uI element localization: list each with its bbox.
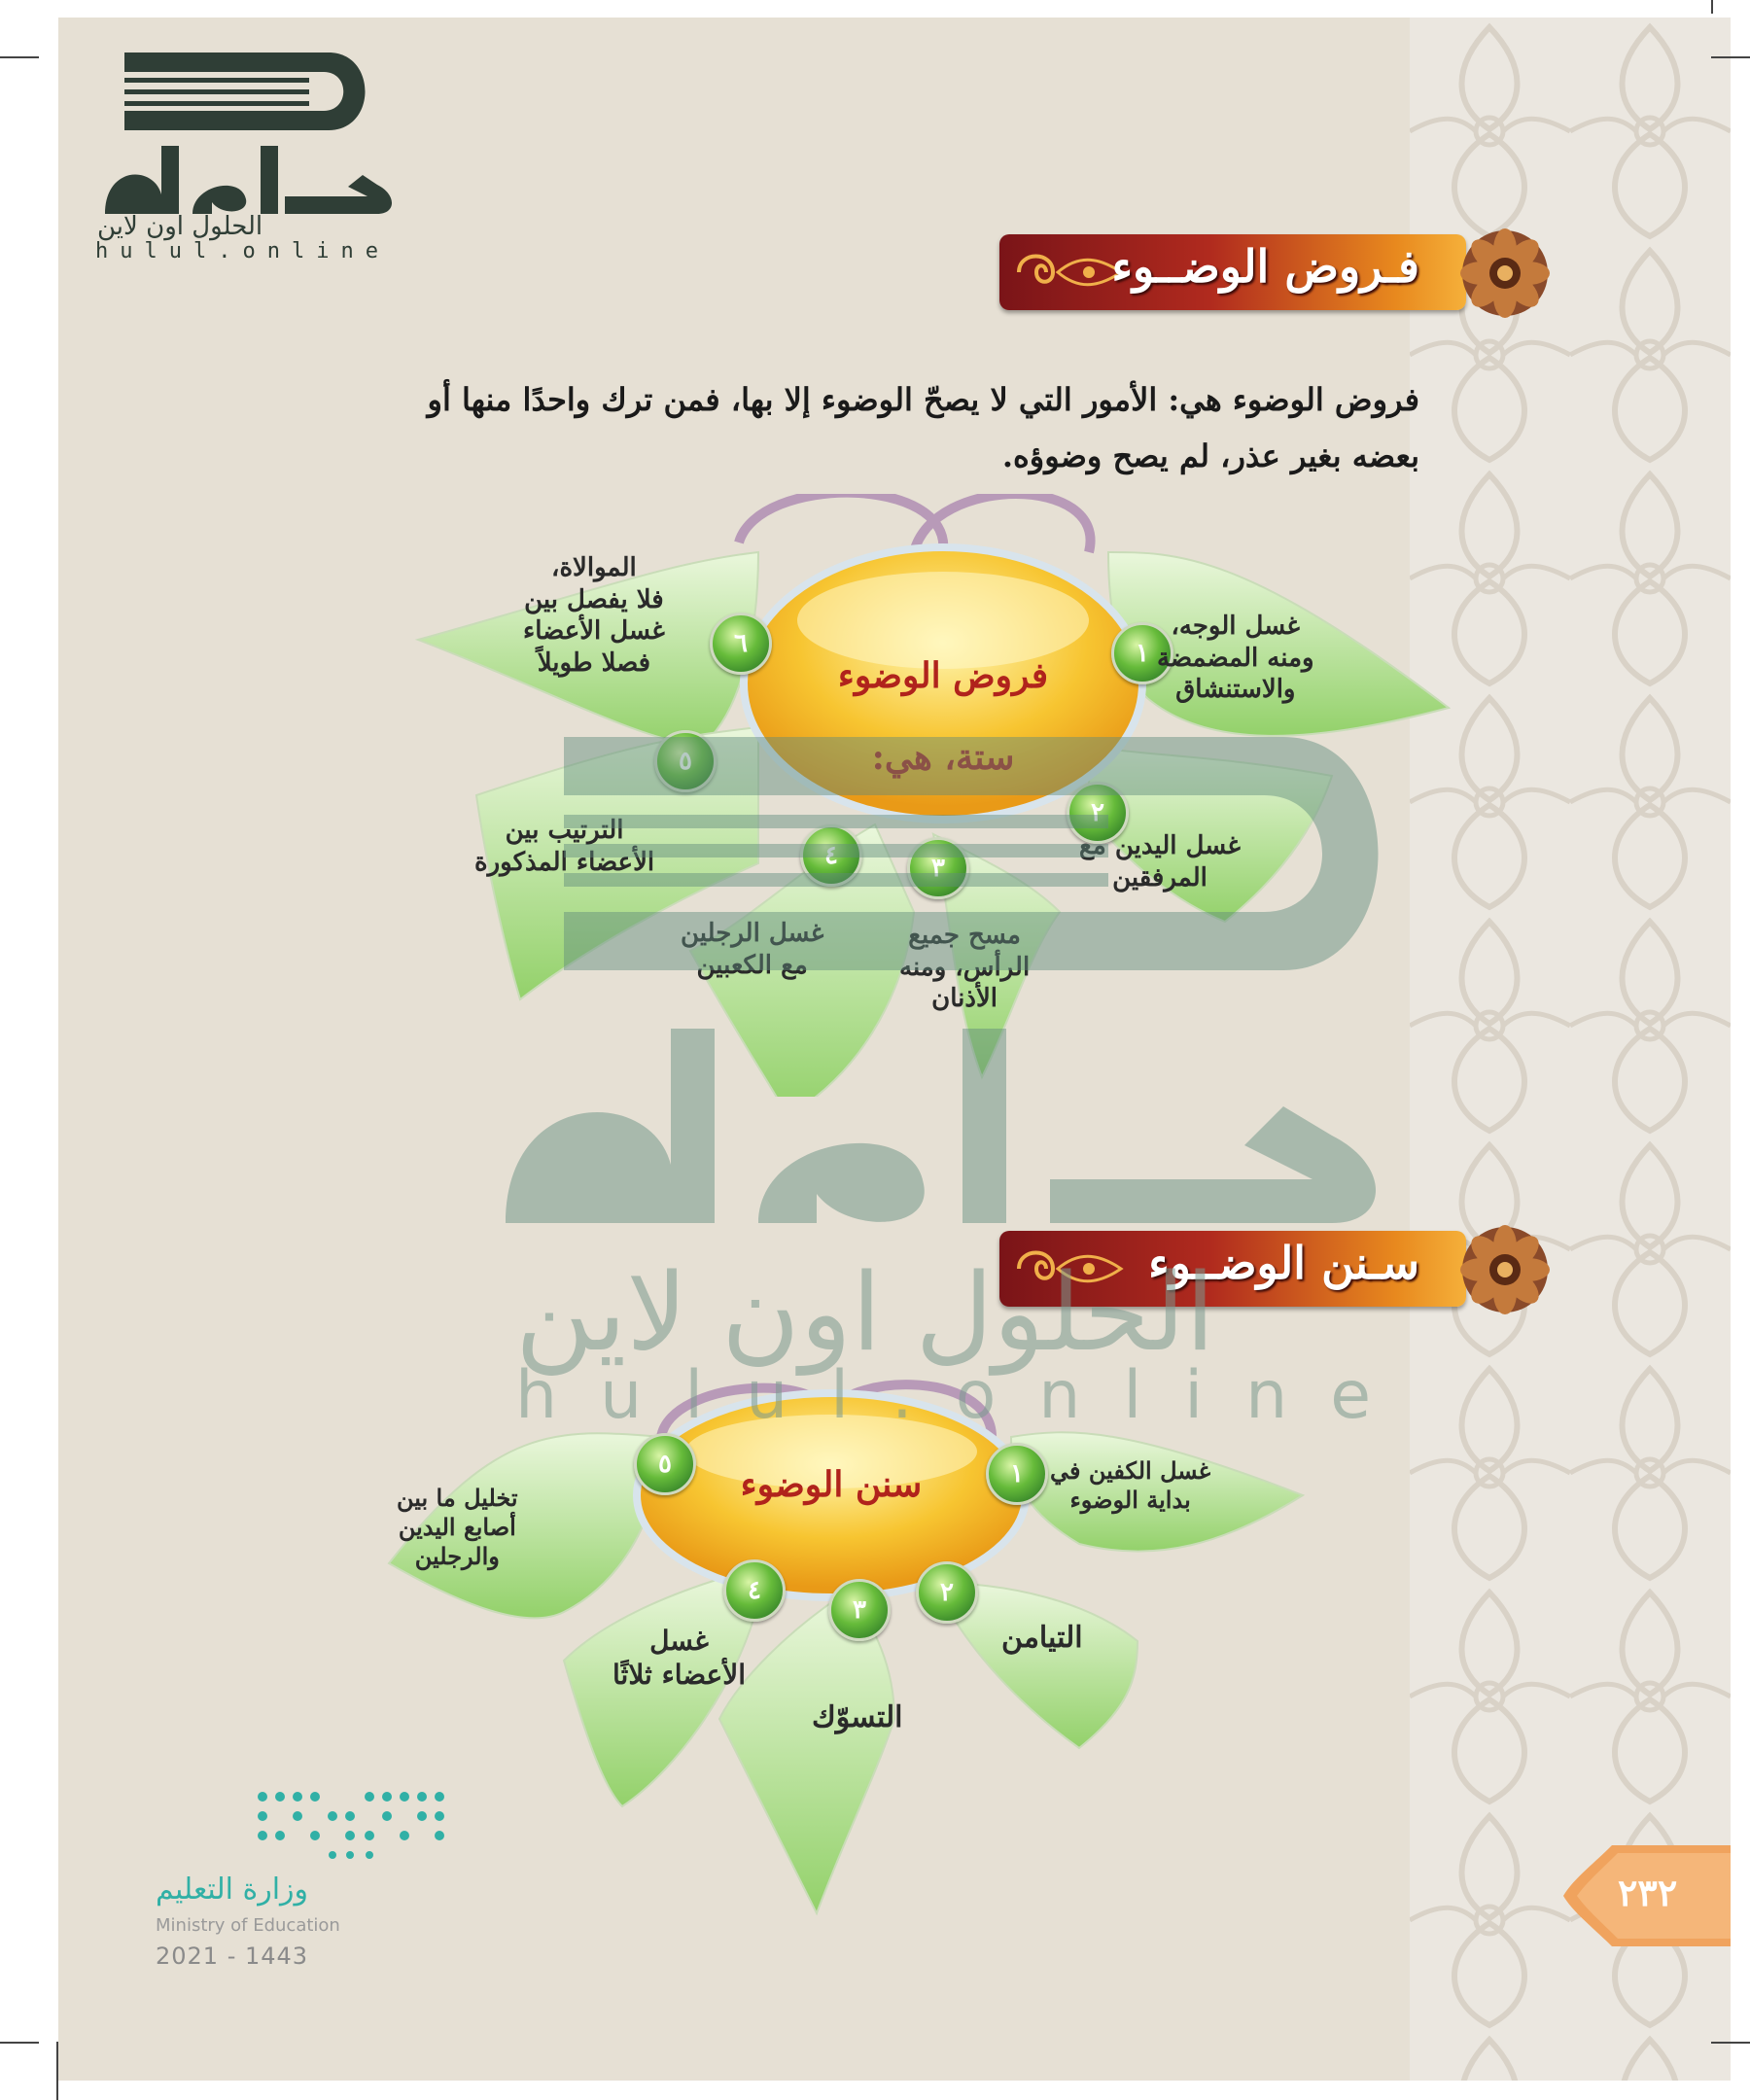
ministry-arabic-name: وزارة التعليم [156,1872,309,1907]
leaf-text-5: الترتيب بين الأعضاء المذكورة [474,816,655,877]
badge-number: ١ [986,1443,1048,1505]
badge-number: ٣ [907,837,969,899]
section-banner-obligations [992,227,1556,320]
scroll-ornament-icon [1009,246,1126,298]
page-number-tab [1563,1845,1731,1946]
leaf-text-2: التيامن [1001,1621,1083,1655]
leaf-text-4: غسل الأعضاء ثلاثًا [612,1625,747,1691]
crop-mark [1711,56,1750,58]
textbook-page [58,18,1731,2081]
logo-arabic-subtitle: الحلول اون لاين [97,212,263,241]
rosette-icon [1454,1223,1556,1316]
crop-mark [1711,0,1713,14]
crop-mark [0,56,39,58]
rosette-icon [1454,227,1556,320]
badge-number: ٤ [800,824,862,887]
crop-mark [0,2042,39,2044]
badge-number: ٣ [828,1579,891,1641]
badge-number: ٥ [654,730,717,792]
leaf-text-6: الموالاة، فلا يفصل بين غسل الأعضاء فصلا طويلاً [523,553,665,678]
badge-number: ٢ [916,1561,978,1624]
intro-line-2: بعضه بغير عذر، لم يصح وضوؤه. [1001,438,1419,474]
crop-mark [56,2042,58,2100]
logo-latin-text: hulul.online [95,239,390,263]
watermark-latin: hulul.online [515,1357,1415,1434]
ministry-of-education-logo [156,1787,389,1981]
leaf-text-5: تخليل ما بين أصابع اليدين والرجلين [397,1484,518,1570]
leaf-text-4: غسل الرجلين مع الكعبين [681,919,824,980]
leaf-text-1: غسل الوجه، ومنه المضمضة والاستنشاق [1157,612,1314,704]
leaf-text-2: غسل اليدين مع المرفقين [1079,831,1242,892]
intro-line-1: فروض الوضوء هي: الأمور التي لا يصحّ الوضوء إلا بها، فمن ترك واحدًا منها أو [427,381,1419,418]
obligations-diagram [350,494,1468,1097]
edition-year: 2021 - 1443 [156,1942,309,1970]
badge-number: ٦ [710,612,772,675]
section-heading: فـروض الوضــوء [1111,240,1419,293]
page-number: ٢٣٢ [1618,1871,1678,1914]
diagram1-center-subtitle: ستة، هي: [871,737,1015,778]
ministry-dots-icon [253,1787,457,1865]
leaf-text-3: مسح جميع الرأس، ومنه الأذنان [899,921,1031,1013]
ministry-english-name: Ministry of Education [156,1915,340,1936]
badge-number: ٢ [1067,782,1129,844]
sunnahs-diagram [331,1369,1381,1933]
section-heading: سـنن الوضــوء [1148,1237,1419,1289]
diagram2-center-title: سنن الوضوء [740,1464,923,1505]
badge-number: ٥ [634,1433,696,1495]
watermark-arabic: الحلول اون لاين [515,1250,1215,1375]
badge-number: ١ [1111,622,1173,684]
crop-mark [1711,2042,1750,2044]
leaf-text-3: التسوّك [812,1700,903,1734]
diagram1-center-title: فروض الوضوء [837,655,1049,696]
leaf-text-1: غسل الكفين في بداية الوضوء [1050,1456,1211,1514]
badge-number: ٤ [723,1559,786,1622]
intro-paragraph [253,371,1419,484]
